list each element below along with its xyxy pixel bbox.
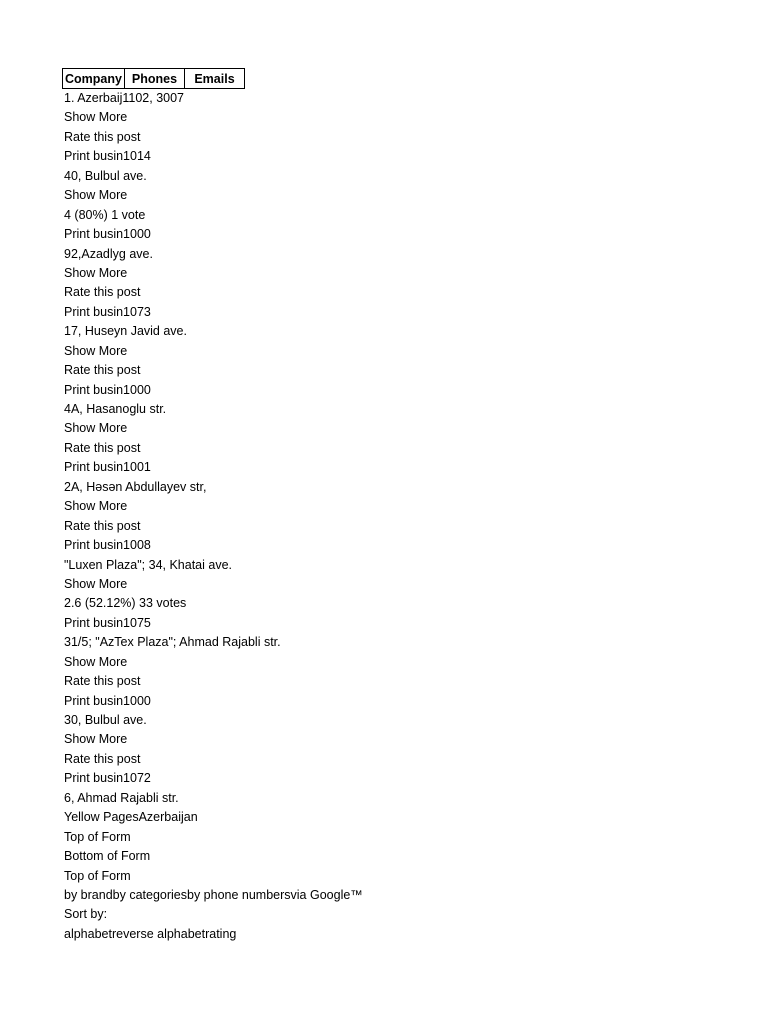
text-line: 2A, Həsən Abdullayev str, bbox=[64, 479, 207, 494]
text-line: Rate this post bbox=[64, 751, 141, 766]
text-line: Show More bbox=[64, 110, 128, 125]
text-line: Print busin1000 bbox=[64, 693, 151, 708]
text-line: Show More bbox=[64, 188, 128, 203]
text-line: Print busin1014 bbox=[64, 149, 151, 164]
text-line: Print busin1000 bbox=[64, 227, 151, 242]
text-line: Sort by: bbox=[64, 907, 108, 922]
text-line: Rate this post bbox=[64, 518, 141, 533]
text-line: by brandby categoriesby phone numbersvia Google™ bbox=[64, 887, 363, 902]
text-line: Show More bbox=[64, 499, 128, 514]
text-line: 4 (80%) 1 vote bbox=[64, 207, 146, 222]
text-line: 1. Azerbaij1102, 3007 bbox=[64, 91, 185, 105]
header-table bbox=[62, 68, 245, 89]
text-line: alphabetreverse alphabetrating bbox=[64, 926, 237, 941]
column-header-company: Company bbox=[63, 69, 125, 89]
text-line: Print busin1008 bbox=[64, 538, 151, 553]
text-line: Rate this post bbox=[64, 674, 141, 689]
text-line: Rate this post bbox=[64, 440, 141, 455]
text-line: Top of Form bbox=[64, 868, 131, 883]
text-line: 17, Huseyn Javid ave. bbox=[64, 324, 187, 339]
text-line: Show More bbox=[64, 343, 128, 358]
text-line: 4A, Hasanoglu str. bbox=[64, 402, 167, 416]
text-line: Show More bbox=[64, 265, 128, 280]
text-line: Print busin1075 bbox=[64, 615, 151, 630]
text-line: 31/5; "AzTex Plaza"; Ahmad Rajabli str. bbox=[64, 635, 281, 650]
column-header-emails: Emails bbox=[185, 69, 245, 89]
text-line: Print busin1072 bbox=[64, 771, 151, 786]
text-line: Rate this post bbox=[64, 363, 141, 378]
column-header-phones: Phones bbox=[125, 69, 185, 89]
text-line: "Luxen Plaza"; 34, Khatai ave. bbox=[64, 557, 233, 572]
text-line: Print busin1073 bbox=[64, 304, 151, 319]
text-line: Show More bbox=[64, 732, 128, 747]
text-line: Print busin1000 bbox=[64, 382, 151, 397]
text-line: 2.6 (52.12%) 33 votes bbox=[64, 596, 187, 611]
text-line: Show More bbox=[64, 576, 128, 591]
text-lines bbox=[64, 89, 363, 944]
text-line: Yellow PagesAzerbaijan bbox=[64, 810, 198, 825]
text-line: Print busin1001 bbox=[64, 460, 151, 475]
text-line: Show More bbox=[64, 654, 128, 669]
text-line: 40, Bulbul ave. bbox=[64, 168, 147, 183]
text-line: 6, Ahmad Rajabli str. bbox=[64, 790, 179, 805]
text-line: Rate this post bbox=[64, 129, 141, 144]
text-line: Show More bbox=[64, 421, 128, 436]
text-line: 30, Bulbul ave. bbox=[64, 713, 147, 727]
text-line: Top of Form bbox=[64, 829, 131, 844]
text-line: Rate this post bbox=[64, 285, 141, 300]
text-line: 92,Azadlyg ave. bbox=[64, 246, 153, 261]
text-line: Bottom of Form bbox=[64, 849, 151, 864]
header-row bbox=[63, 69, 245, 89]
